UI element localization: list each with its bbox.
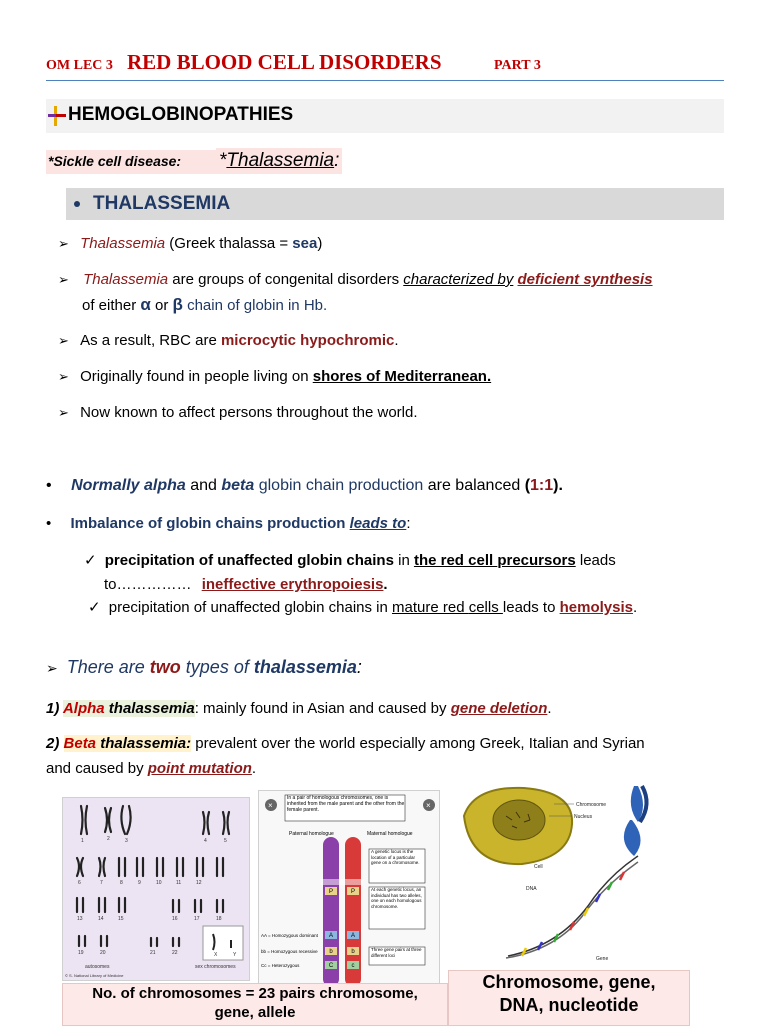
d1-f: ( <box>524 477 531 494</box>
svg-text:×: × <box>268 801 273 810</box>
allele-letter: c <box>351 963 355 969</box>
karyo-label-13: 13 <box>77 916 83 922</box>
thalassemia-star: * <box>219 150 227 171</box>
dna-caption <box>448 970 690 1026</box>
b2-char: characterized by <box>403 271 514 288</box>
karyo-label-7: 7 <box>100 880 103 886</box>
normally-balanced <box>46 476 563 496</box>
part-label: PART 3 <box>494 58 541 73</box>
karyo-label-x: X <box>214 952 218 958</box>
alpha-c: : mainly found in Asian and caused by <box>194 700 451 717</box>
b4-a: Originally found in people living on <box>80 368 313 385</box>
beta-l2a: and caused by <box>46 760 148 777</box>
autosomes-label: autosomes <box>85 964 110 970</box>
title-part-2: DISORDERS <box>318 50 442 74</box>
beta-b: thalassemia: <box>96 735 192 752</box>
karyo-label-1: 1 <box>81 838 84 844</box>
allele-letter: A <box>328 933 334 939</box>
beta-symbol: β <box>172 295 183 314</box>
allele-letter: b <box>351 949 355 955</box>
alpha-symbol: α <box>140 295 151 314</box>
bullet-2-line-2 <box>82 295 327 316</box>
caption-2-line-1: Chromosome, gene, <box>482 972 656 992</box>
page-title <box>127 50 442 75</box>
b1-sea: sea <box>292 235 318 252</box>
bb-note: bb = Homozygous recessive <box>261 949 318 954</box>
cross-bullet-icon <box>46 104 68 128</box>
types-c: types of <box>180 657 254 677</box>
b2-l2a: of either <box>82 297 141 314</box>
d1-c: beta <box>221 477 255 494</box>
bullet-2 <box>58 270 653 290</box>
chromosome-caption <box>62 983 448 1026</box>
bullet-dot-icon <box>74 201 80 207</box>
imbalance <box>46 514 410 534</box>
allele-letter: A <box>350 933 356 939</box>
karyo-label-2: 2 <box>107 836 110 842</box>
c1-f: leads <box>575 552 616 569</box>
karyo-label-5: 5 <box>224 838 227 844</box>
bullet-4 <box>58 367 491 387</box>
karyo-label-11: 11 <box>176 880 182 886</box>
beta-thalassemia <box>46 734 645 754</box>
b2-text: are groups of congenital disorders <box>168 271 404 288</box>
b3-b: microcytic hypochromic <box>220 332 395 349</box>
check-2 <box>88 598 637 618</box>
karyo-label-9: 9 <box>138 880 141 886</box>
b2-def: deficient synthesis <box>517 271 653 288</box>
types-b: two <box>149 657 181 677</box>
d2-a: Imbalance of globin chains production <box>70 515 350 532</box>
svg-text:×: × <box>426 801 431 810</box>
chromosome-label: Chromosome <box>576 802 607 808</box>
dna-label: DNA <box>526 886 537 892</box>
c2-a: precipitation of unaffected globin chains in <box>108 599 392 616</box>
sickle-cell-label <box>46 150 218 174</box>
arrow-bullet-icon: ➢ <box>58 369 69 384</box>
karyo-label-17: 17 <box>194 916 200 922</box>
b2-term: Thalassemia <box>83 271 169 288</box>
arrow-bullet-icon: ➢ <box>46 660 58 676</box>
d1-g: 1:1 <box>530 477 554 494</box>
three-pairs-note: Three gene pairs at three different loci <box>371 947 422 958</box>
caption-2-line-2: DNA, nucleotide <box>499 995 639 1015</box>
beta-c: prevalent over the world especially among Greek, Italian and Syrian <box>191 735 645 752</box>
homologous-note: In a pair of homologous chromosomes, one is inherited from the male parent and the other from the female parent. <box>287 795 405 813</box>
bullet-3 <box>58 331 399 351</box>
beta-l2c: . <box>251 760 257 777</box>
beta-a: Beta <box>63 735 97 752</box>
alpha-b: thalassemia <box>104 700 195 717</box>
caption-1-line-1: No. of chromosomes = 23 pairs chromosome, <box>92 985 418 1002</box>
b2-l2b: chain of globin in Hb. <box>182 297 328 314</box>
b3-a: As a result, RBC are <box>80 332 221 349</box>
c1-l2b: ineffective erythropoiesis <box>201 576 384 593</box>
bullet-5 <box>58 403 418 423</box>
arrow-bullet-icon: ➢ <box>58 333 69 348</box>
arrow-bullet-icon: ➢ <box>58 272 69 287</box>
aa-note: AA = Homozygous dominant <box>261 933 318 938</box>
karyo-credit: © S. National Library of Medicine <box>65 973 124 978</box>
c2-b: mature red <box>392 599 469 616</box>
beta-num: 2) <box>46 735 64 752</box>
karyotype-figure <box>63 798 249 980</box>
d1-b: and <box>185 477 222 494</box>
karyo-label-15: 15 <box>118 916 124 922</box>
cc-note: Cc = Heterozygous <box>261 963 300 968</box>
check-1-line-2 <box>104 575 388 595</box>
karyo-label-8: 8 <box>120 880 123 886</box>
alpha-e: . <box>547 700 552 717</box>
section-title: HEMOGLOBINOPATHIES <box>68 104 294 125</box>
karyo-label-14: 14 <box>98 916 104 922</box>
paternal-label: Paternal homologue <box>289 831 334 837</box>
alpha-num: 1) <box>46 700 63 717</box>
homologous-chromosomes-image <box>258 790 440 992</box>
d1-e: are balanced <box>423 477 525 494</box>
types-line <box>46 657 362 678</box>
sex-chromosomes-label: sex chromosomes <box>195 964 236 970</box>
c2-f: hemolysis <box>559 599 633 616</box>
d1-h: ). <box>553 477 563 494</box>
header-divider <box>46 80 724 81</box>
arrow-bullet-icon: ➢ <box>58 236 69 251</box>
karyo-label-19: 19 <box>78 950 84 956</box>
thalassemia-heading-text: THALASSEMIA <box>93 193 231 214</box>
title-part-1: RED BLOOD CELL <box>127 50 319 74</box>
karyo-label-12: 12 <box>196 880 202 886</box>
alpha-a: Alpha <box>62 700 105 717</box>
b3-c: . <box>394 332 399 349</box>
alpha-d: gene deletion <box>450 700 548 717</box>
karyo-label-6: 6 <box>78 880 81 886</box>
thalassemia-heading <box>66 188 724 220</box>
c1-b: in <box>393 552 414 569</box>
b1-text: (Greek thalassa = <box>165 235 293 252</box>
b1-close: ) <box>317 235 323 252</box>
allele-letter: P <box>328 889 334 895</box>
c2-d: cells <box>468 599 503 616</box>
c1-l2c: . <box>383 576 388 593</box>
c2-g: . <box>632 599 638 616</box>
karyo-label-16: 16 <box>172 916 178 922</box>
karyo-label-18: 18 <box>216 916 222 922</box>
d2-c: : <box>406 515 411 532</box>
b2-or: or <box>150 297 173 314</box>
check-icon: ✓ <box>88 599 101 616</box>
gene-label: Gene <box>596 956 609 962</box>
types-a: There are <box>66 657 150 677</box>
karyo-label-21: 21 <box>150 950 156 956</box>
check-1 <box>84 551 616 571</box>
karyotype-image <box>62 797 250 981</box>
c2-e: leads to <box>502 599 560 616</box>
maternal-label: Maternal homologue <box>367 831 413 837</box>
check-icon: ✓ <box>84 552 97 569</box>
alleles-note: At each genetic locus, an individual has two alleles, one on each homologous chromosome. <box>371 887 422 909</box>
beta-line-2 <box>46 759 256 779</box>
thalassemia-label <box>216 148 342 174</box>
thalassemia-label-text: Thalassemia <box>226 150 335 171</box>
arrow-bullet-icon: ➢ <box>58 405 69 420</box>
c1-c: the red cell <box>413 552 498 569</box>
alpha-thalassemia <box>46 699 552 719</box>
bullet-1 <box>58 234 322 254</box>
karyo-label-20: 20 <box>100 950 106 956</box>
b4-b: shores of Mediterranean. <box>312 368 492 385</box>
nucleus-label: Nucleus <box>574 814 593 820</box>
cell-dna-image <box>454 776 676 972</box>
d2-b: leads to <box>349 515 407 532</box>
d1-d: globin chain production <box>254 477 424 494</box>
b1-term: Thalassemia <box>80 235 166 252</box>
course-code: OM LEC 3 <box>46 58 113 73</box>
dot-bullet-icon: • <box>46 477 52 494</box>
karyo-label-22: 22 <box>172 950 178 956</box>
karyo-label-y: Y <box>233 952 237 958</box>
types-e: : <box>356 657 362 677</box>
c1-e: precursors <box>497 552 576 569</box>
allele-letter: C <box>328 963 334 969</box>
beta-l2b: point mutation <box>147 760 252 777</box>
caption-1-line-2: gene, allele <box>214 1004 296 1021</box>
thalassemia-colon: : <box>334 150 340 171</box>
cell-label: Cell <box>534 864 543 870</box>
dot-bullet-icon: • <box>46 515 52 532</box>
c1-a: precipitation of unaffected globin chains <box>104 552 394 569</box>
homologous-figure <box>259 791 439 991</box>
karyo-label-10: 10 <box>156 880 162 886</box>
allele-letter: b <box>329 949 333 955</box>
allele-letter: P <box>350 889 356 895</box>
locus-note: A genetic locus is the location of a particular gene on a chromosome. <box>371 849 420 865</box>
karyo-label-4: 4 <box>204 838 207 844</box>
cell-dna-figure <box>454 776 676 972</box>
c1-l2a: to…………… <box>104 576 196 593</box>
sickle-cell-text: *Sickle cell disease: <box>48 153 182 169</box>
karyo-label-3: 3 <box>125 838 128 844</box>
d1-a: Normally alpha <box>71 477 186 494</box>
b5-text: Now known to affect persons throughout the world. <box>80 404 418 421</box>
types-d: thalassemia <box>253 657 357 677</box>
